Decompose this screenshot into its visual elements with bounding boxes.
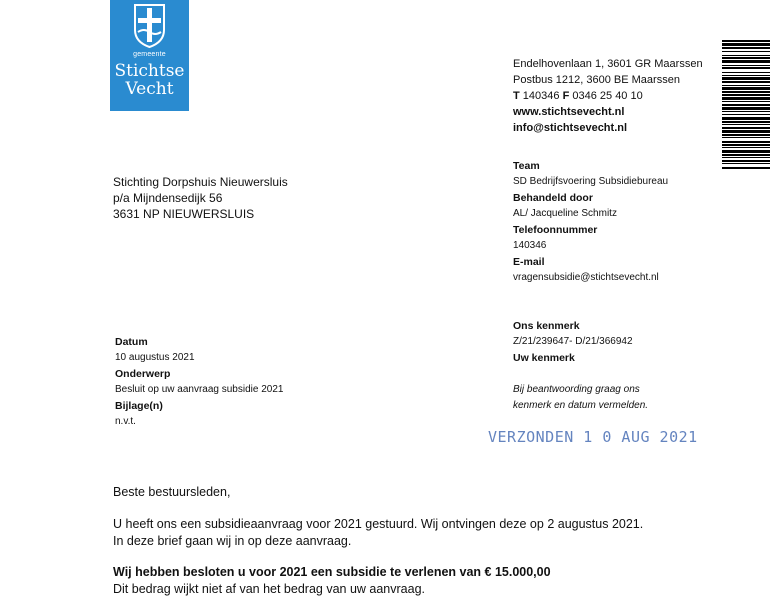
sender-street: Endelhovenlaan 1, 3601 GR Maarssen — [513, 58, 703, 70]
barcode-bar — [722, 51, 770, 52]
barcode-bar — [722, 40, 770, 42]
sender-address — [513, 56, 703, 136]
email-value[interactable]: vragensubsidie@stichtsevecht.nl — [513, 272, 659, 283]
barcode-bar — [722, 65, 770, 66]
barcode-bar — [722, 117, 770, 120]
barcode-bar — [722, 77, 770, 80]
barcode-bar — [722, 147, 770, 148]
our-reference-label: Ons kenmerk — [513, 320, 580, 332]
sender-postbus: Postbus 1212, 3600 BE Maarssen — [513, 74, 680, 86]
note-line1: Bij beantwoording graag ons — [513, 384, 640, 395]
date-label: Datum — [115, 336, 148, 348]
decision-line: Wij hebben besloten u voor 2021 een subsidie te verlenen van € 15.000,00 — [113, 565, 551, 579]
your-reference-label: Uw kenmerk — [513, 352, 575, 364]
barcode-bar — [722, 104, 770, 106]
barcode-bar — [722, 75, 770, 76]
subject-label: Onderwerp — [115, 368, 171, 380]
barcode-bar — [722, 101, 770, 102]
recipient-address — [113, 174, 288, 222]
email-label: E-mail — [513, 256, 545, 268]
barcode-bar — [722, 107, 770, 110]
barcode-bar — [722, 72, 770, 73]
barcode-bar — [722, 97, 770, 100]
recipient-line1: Stichting Dorpshuis Nieuwersluis — [113, 175, 288, 189]
phone-value: 140346 — [513, 240, 547, 251]
barcode-bar — [722, 114, 770, 115]
municipality-logo — [110, 0, 189, 111]
handled-by-value: AL/ Jacqueline Schmitz — [513, 208, 617, 219]
greeting: Beste bestuursleden, — [113, 485, 231, 499]
team-value: SD Bedrijfsvoering Subsidiebureau — [513, 176, 669, 187]
barcode-bar — [722, 134, 770, 136]
reference-note — [513, 382, 648, 414]
barcode-bar — [722, 57, 770, 59]
barcode-bar — [722, 124, 770, 125]
barcode-bar — [722, 150, 770, 153]
sender-website[interactable]: www.stichtsevecht.nl — [513, 106, 625, 118]
decision-line2: Dit bedrag wijkt niet af van het bedrag van uw aanvraag. — [113, 582, 425, 596]
barcode-bar — [722, 60, 770, 63]
letter-meta — [115, 334, 283, 430]
note-line2: kenmerk en datum vermelden. — [513, 400, 649, 411]
date-value: 10 augustus 2021 — [115, 352, 195, 363]
recipient-line3: 3631 NP NIEUWERSLUIS — [113, 207, 255, 221]
coat-of-arms-icon — [134, 4, 165, 48]
barcode-bar — [722, 43, 770, 46]
barcode-bar — [722, 91, 770, 93]
sender-phone-fax: T 140346 F 0346 25 40 10 — [513, 90, 643, 102]
logo-name-line1: Stichtse — [114, 61, 185, 81]
logo-small-text: gemeente — [133, 51, 166, 58]
phone-label: Telefoonnummer — [513, 224, 598, 236]
sender-email[interactable]: info@stichtsevecht.nl — [513, 122, 628, 134]
sent-stamp: VERZONDEN 1 0 AUG 2021 — [488, 428, 698, 446]
attachment-label: Bijlage(n) — [115, 400, 163, 412]
barcode-bar — [722, 127, 770, 129]
barcode-bar — [722, 87, 770, 90]
recipient-line2: p/a Mijndensedijk 56 — [113, 191, 223, 205]
barcode-bar — [722, 121, 770, 123]
attachment-value: n.v.t. — [115, 416, 136, 427]
barcode-bar — [722, 141, 770, 143]
barcode-bar — [722, 94, 770, 96]
barcode-bar — [722, 67, 770, 69]
contact-block — [513, 158, 668, 286]
barcode-bar — [722, 157, 770, 158]
barcode-bar — [722, 154, 770, 156]
paragraph-1 — [113, 516, 643, 550]
barcode-bar — [722, 55, 770, 56]
paragraph-1-line1: U heeft ons een subsidieaanvraag voor 2021 gestuurd. Wij ontvingen deze op 2 augustus 2021. — [113, 517, 644, 531]
barcode — [722, 40, 770, 274]
barcode-bar — [722, 160, 770, 162]
subject-value: Besluit op uw aanvraag subsidie 2021 — [115, 384, 284, 395]
barcode-bar — [722, 144, 770, 146]
barcode-bar — [722, 81, 770, 83]
barcode-bar — [722, 130, 770, 133]
our-reference-value: Z/21/239647- D/21/366942 — [513, 336, 633, 347]
barcode-bar — [722, 111, 770, 112]
paragraph-1-line2: In deze brief gaan wij in op deze aanvraag. — [113, 534, 352, 548]
barcode-bar — [722, 85, 770, 86]
barcode-bar — [722, 137, 770, 138]
decision-paragraph — [113, 564, 551, 598]
logo-name-line2: Vecht — [125, 79, 174, 99]
barcode-bar — [722, 163, 770, 164]
handled-by-label: Behandeld door — [513, 192, 593, 204]
barcode-bar — [722, 167, 770, 169]
barcode-bar — [722, 47, 770, 49]
team-label: Team — [513, 160, 540, 172]
reference-block — [513, 318, 633, 366]
